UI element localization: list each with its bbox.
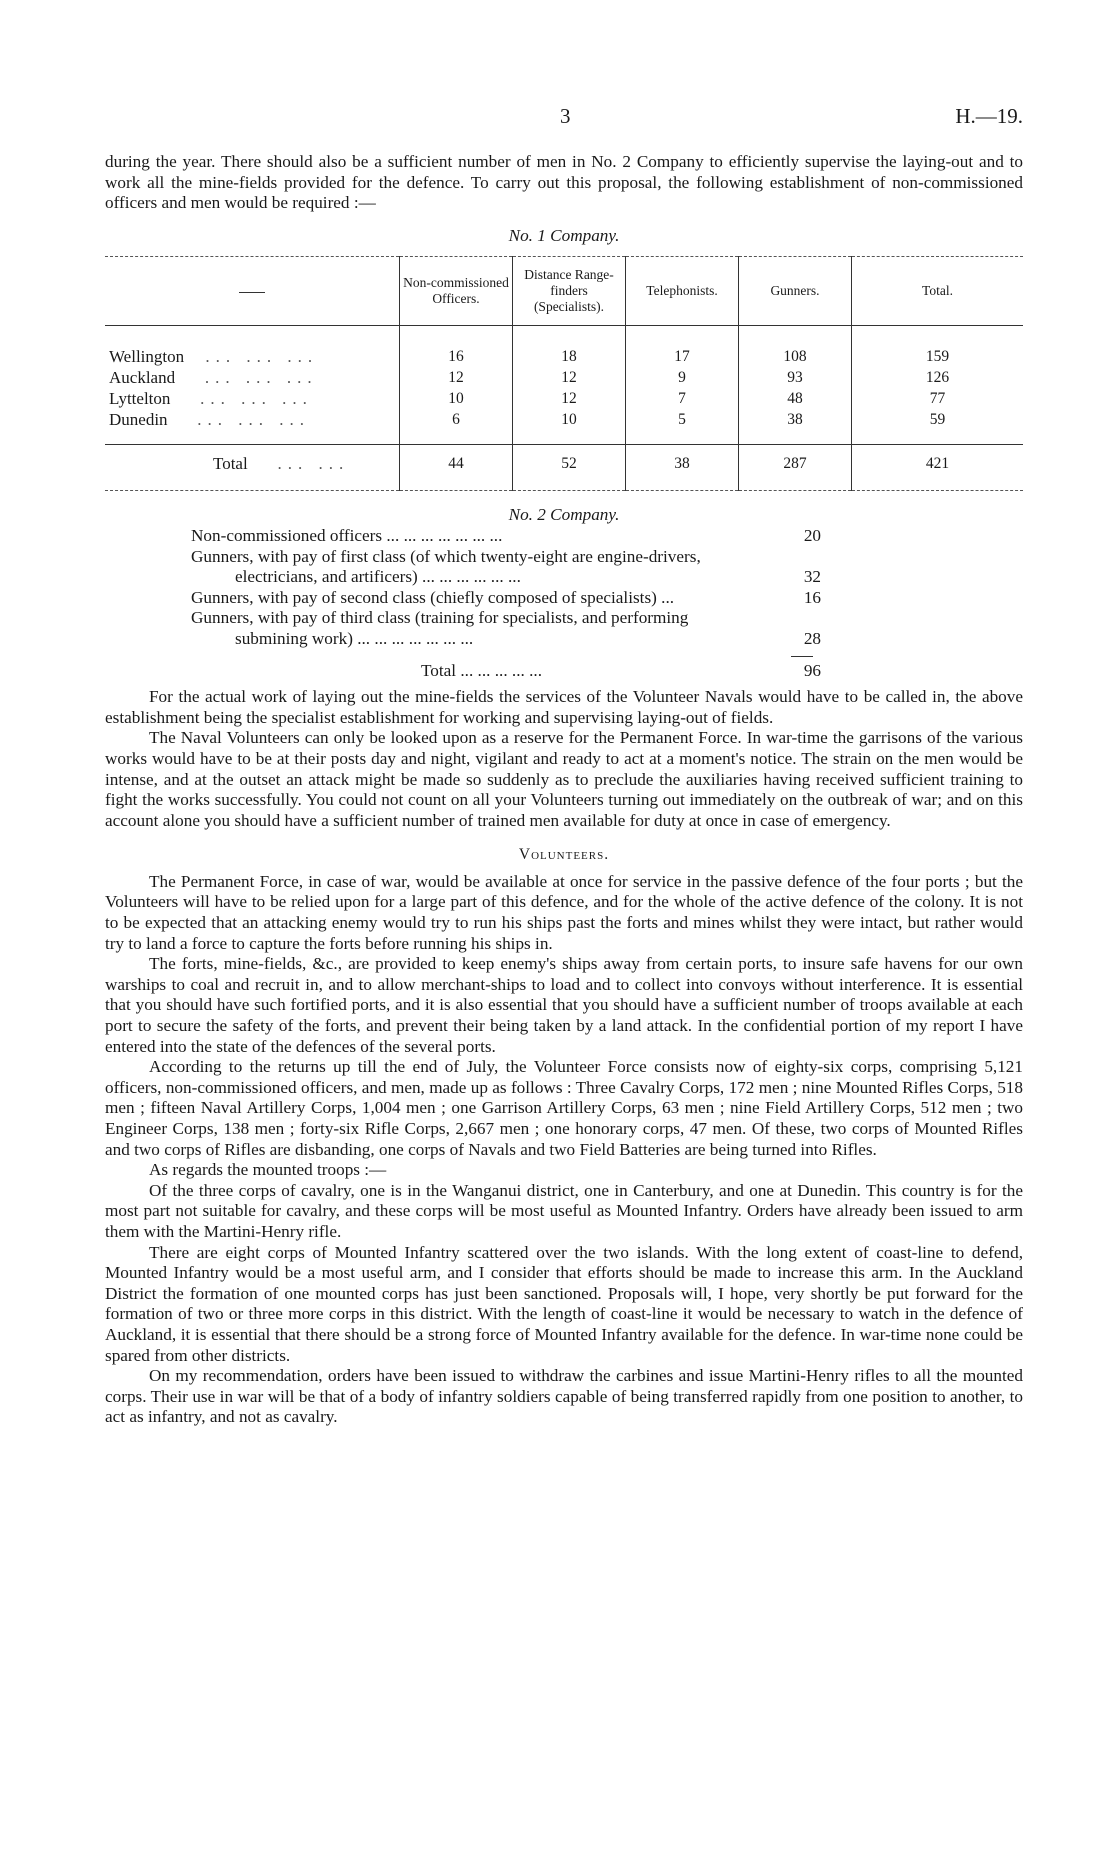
total-label-cell xyxy=(105,445,400,491)
establishment-item xyxy=(191,547,821,568)
establishment-item xyxy=(191,608,821,629)
table-row xyxy=(105,326,1023,368)
establishment-total xyxy=(191,661,821,682)
cell-rangefinders: 12 xyxy=(513,388,626,409)
document-reference: H.—19. xyxy=(955,104,1023,128)
establishment-item xyxy=(191,526,821,547)
establishment-item-continued xyxy=(191,567,821,588)
cell-nco: 16 xyxy=(400,326,513,368)
item-label: Non-commissioned officers ... ... ... ... ... ... ... xyxy=(191,525,503,545)
leader-dots: ... ... ... xyxy=(204,368,318,388)
dash-mark xyxy=(239,292,265,293)
table-header-row xyxy=(105,257,1023,326)
total-nco: 44 xyxy=(400,445,513,491)
cell-total: 159 xyxy=(852,326,1024,368)
header-rangefinders: Distance Range-finders (Specialists). xyxy=(513,257,626,326)
cell-total: 77 xyxy=(852,388,1024,409)
cell-total: 59 xyxy=(852,409,1024,445)
leader-dots: ... ... ... xyxy=(197,410,311,430)
cell-rangefinders: 10 xyxy=(513,409,626,445)
sum-rule xyxy=(791,656,813,657)
place-name: Lyttelton xyxy=(109,389,171,409)
row-place xyxy=(105,388,400,409)
item-value: 32 xyxy=(803,567,821,587)
cell-rangefinders: 12 xyxy=(513,367,626,388)
establishment-item xyxy=(191,588,821,609)
item-value: 16 xyxy=(803,587,821,607)
total-label: Total xyxy=(213,454,248,474)
paragraph: The Naval Volunteers can only be looked upon as a reserve for the Permanent Force. In war-time the garrisons of the various works would have to be at their posts day and night, vigilant and ready to act at a moment's notice. The strain on the men would be intense, and at the outset an attack might be made so suddenly as to preclude the auxiliaries having received sufficient training to fight the works successfully. You could not count on all your Volunteers turning out immediately on the outbreak of war; and on this account alone you should have a sufficient number of trained men available for duty at once in case of emergency. xyxy=(105,728,1023,830)
item-label: Gunners, with pay of third class (training for specialists, and performing xyxy=(191,608,689,628)
paragraph: The Permanent Force, in case of war, would be available at once for service in the passive defence of the four ports ; but the Volunteers will have to be relied upon for a large part of this defence, and for the whole of the active defence of the colony. It is not to be expected that an attacking enemy would try to run his ships past the forts and mines whilst they were intact, but rather would try to land a force to capture the forts before running his ships in. xyxy=(105,871,1023,953)
paragraph: For the actual work of laying out the mine-fields the services of the Volunteer Navals would have to be called in, the above establishment being the specialist establishment for working and supervising laying-out of fields. xyxy=(105,687,1023,727)
total-value: 96 xyxy=(803,660,821,680)
total-telephonists: 38 xyxy=(626,445,739,491)
total-gunners: 287 xyxy=(739,445,852,491)
cell-gunners: 38 xyxy=(739,409,852,445)
place-name: Wellington xyxy=(109,347,185,367)
paragraph: According to the returns up till the end of July, the Volunteer Force consists now of eighty-six corps, comprising 5,121 officers, non-commissioned officers, and men, made up as follows : Three Cavalry Corps, 172 men ; nine Mounted Rifles Corps, 518 men ; fifteen Naval Artillery Corps, 1,004 men ; one Garrison Artillery Corps, 63 men ; nine Field Artillery Corps, 512 men ; two Engineer Corps, 138 men ; forty-six Rifle Corps, 2,667 men ; one honorary corps, 47 men. Of these, two corps of Mounted Rifles and two corps of Rifles are disbanding, one corps of Navals and two Field Batteries are being turned into Rifles. xyxy=(105,1057,1023,1159)
company-1-table xyxy=(105,256,1023,491)
establishment-item-continued xyxy=(191,629,821,650)
cell-nco: 12 xyxy=(400,367,513,388)
paragraph: Of the three corps of cavalry, one is in the Wanganui district, one in Canterbury, and one at Dunedin. This country is for the most part not suitable for cavalry, and these corps will be most useful as Mounted Infantry. Orders have already been issued to arm them with the Martini-Henry rifle. xyxy=(105,1180,1023,1241)
cell-telephonists: 5 xyxy=(626,409,739,445)
table-caption: No. 1 Company. xyxy=(508,225,620,245)
cell-gunners: 108 xyxy=(739,326,852,368)
header-total: Total. xyxy=(852,257,1024,326)
intro-paragraph: during the year. There should also be a sufficient number of men in No. 2 Company to efficiently supervise the laying-out and to work all the mine-fields provided for the defence. To carry out this proposal, the following establishment of non-commissioned officers and men would be required :— xyxy=(105,152,1023,213)
place-name: Dunedin xyxy=(109,410,168,430)
cell-nco: 10 xyxy=(400,388,513,409)
company-2-establishment xyxy=(191,526,821,681)
cell-total: 126 xyxy=(852,367,1024,388)
leader-dots: ... ... ... xyxy=(200,389,313,409)
cell-telephonists: 9 xyxy=(626,367,739,388)
cell-telephonists: 17 xyxy=(626,326,739,368)
cell-telephonists: 7 xyxy=(626,388,739,409)
total-grand: 421 xyxy=(852,445,1024,491)
cell-nco: 6 xyxy=(400,409,513,445)
item-label: electricians, and artificers) ... ... ... ... ... ... xyxy=(235,567,521,587)
item-value: 28 xyxy=(803,628,821,648)
header-gunners: Gunners. xyxy=(739,257,852,326)
header-telephonists: Telephonists. xyxy=(626,257,739,326)
item-value: 20 xyxy=(803,525,821,545)
item-label: Gunners, with pay of first class (of which twenty-eight are engine-drivers, xyxy=(191,546,701,566)
leader-dots: ... ... xyxy=(277,454,350,474)
cell-rangefinders: 18 xyxy=(513,326,626,368)
table-row xyxy=(105,367,1023,388)
table-total-row xyxy=(105,445,1023,491)
section-heading: Volunteers. xyxy=(518,846,610,864)
company-2-caption: No. 2 Company. xyxy=(508,505,620,525)
total-rangefinders: 52 xyxy=(513,445,626,491)
paragraph: There are eight corps of Mounted Infantry scattered over the two islands. With the long extent of coast-line to defend, Mounted Infantry would be a most useful arm, and I consider that efforts should be made to increase this arm. In the Auckland District the formation of one mounted corps has just been sanctioned. Proposals will, I hope, very shortly be put forward for the formation of two or three more corps in this district. With the length of coast-line it would be necessary to watch in the defence of Auckland, it is essential that there should be a strong force of Mounted Infantry available for the defence. In war-time none could be spared from other districts. xyxy=(105,1242,1023,1365)
page-header xyxy=(105,104,1023,134)
document-body xyxy=(105,152,1023,1428)
header-blank xyxy=(105,257,400,326)
row-place xyxy=(105,367,400,388)
table-row xyxy=(105,388,1023,409)
row-place xyxy=(105,326,400,368)
item-label: Gunners, with pay of second class (chiefly composed of specialists) ... xyxy=(191,587,675,607)
total-label: Total ... ... ... ... ... xyxy=(421,660,543,680)
cell-gunners: 48 xyxy=(739,388,852,409)
row-place xyxy=(105,409,400,445)
cell-gunners: 93 xyxy=(739,367,852,388)
page-number: 3 xyxy=(560,104,571,128)
paragraph: On my recommendation, orders have been issued to withdraw the carbines and issue Martini-Henry rifles to all the mounted corps. Their use in war will be that of a body of infantry soldiers capable of being transferred rapidly from one position to another, to act as infantry, and not as cavalry. xyxy=(105,1366,1023,1427)
table-row xyxy=(105,409,1023,445)
paragraph: As regards the mounted troops :— xyxy=(149,1160,387,1180)
place-name: Auckland xyxy=(109,368,176,388)
leader-dots: ... ... ... xyxy=(205,347,319,367)
header-nco: Non-commissioned Officers. xyxy=(400,257,513,326)
item-label: submining work) ... ... ... ... ... ... ... xyxy=(235,628,474,648)
paragraph: The forts, mine-fields, &c., are provided to keep enemy's ships away from certain ports, to insure safe havens for our own warships to coal and recruit in, and to allow merchant-ships to load and to collect into convoys without interference. It is essential that you should have such fortified ports, and it is also essential that you should have a sufficient number of troops available at each port to secure the safety of the forts, and prevent their being taken by a land attack. In the confidential portion of my report I have entered into the state of the defences of the several ports. xyxy=(105,954,1023,1056)
